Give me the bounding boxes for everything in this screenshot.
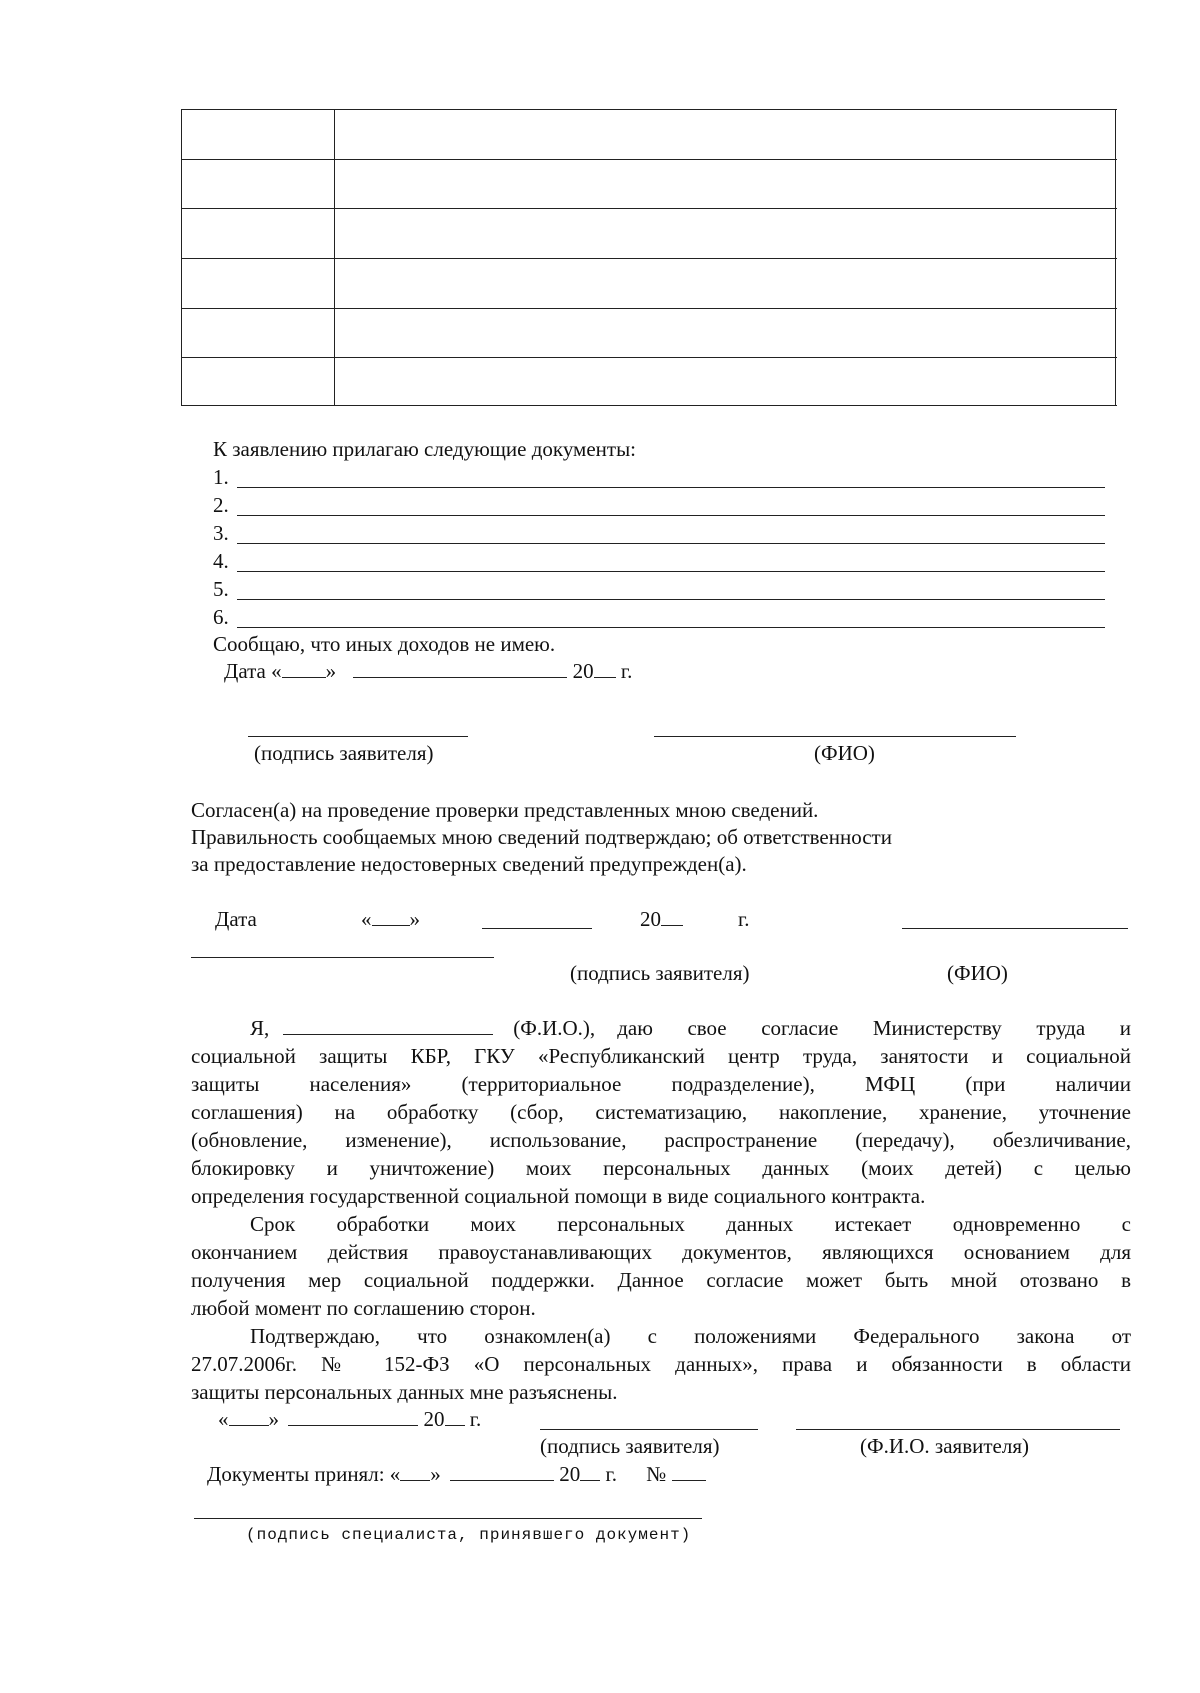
year-blank[interactable] (594, 659, 616, 678)
table-border-line (181, 109, 182, 405)
year-prefix: 20 (572, 659, 594, 683)
attachment-number: 6. (213, 605, 229, 629)
consent-check-line: Правильность сообщаемых мною сведений подтверждаю; об ответственности (191, 825, 892, 849)
specialist-signature-line[interactable] (194, 1518, 702, 1519)
date-open-quote: « (389, 1462, 401, 1486)
consent-line: соглашения) на обработку (сбор, систематизацию, накопление, хранение, уточнение (191, 1100, 1131, 1124)
table-border-line (181, 405, 1117, 406)
attachment-line-5[interactable] (237, 599, 1105, 600)
table-border-line (1115, 109, 1116, 405)
signature-caption: (подпись заявителя) (570, 961, 750, 985)
acceptance-line (207, 1462, 706, 1486)
term-line: любой момент по соглашению сторон. (191, 1296, 536, 1320)
month-blank[interactable] (288, 1407, 418, 1426)
income-statement: Сообщаю, что иных доходов не имею. (213, 632, 556, 656)
day-blank[interactable] (229, 1407, 269, 1426)
fio-line[interactable] (796, 1429, 1120, 1430)
year-suffix: г. (620, 659, 633, 683)
term-line: Срок обработки моих персональных данных истекает одновременно с (250, 1212, 1131, 1236)
attachments-heading: К заявлению прилагаю следующие документы: (213, 437, 637, 461)
date-close-quote: » (325, 659, 337, 683)
date-field-3 (218, 1407, 481, 1431)
confirm-line: Подтверждаю, что ознакомлен(а) с положениями Федерального закона от (250, 1324, 1131, 1348)
table-row-line (181, 308, 1117, 309)
consent-line: определения государственной социальной помощи в виде социального контракта. (191, 1184, 926, 1208)
consent-check-line: за предоставление недостоверных сведений предупрежден(а). (191, 852, 747, 876)
specialist-caption: (подпись специалиста, принявшего документ) (246, 1526, 692, 1544)
day-blank[interactable] (400, 1462, 430, 1481)
year-suffix: г. (469, 1407, 482, 1431)
acceptance-label: Документы принял: (207, 1462, 385, 1486)
date-close-quote: » (268, 1407, 279, 1431)
number-label: № (646, 1462, 667, 1486)
personal-data-first-line (250, 1016, 1131, 1040)
year-suffix: г. (738, 907, 750, 931)
year-prefix: 20 (640, 907, 661, 931)
fio-line[interactable] (654, 736, 1016, 737)
date-open-quote: « (218, 1407, 229, 1431)
date-label: Дата (215, 907, 257, 931)
number-blank[interactable] (672, 1462, 706, 1481)
date-close-quote: » (409, 907, 420, 931)
table-row-line (181, 357, 1117, 358)
fio-line[interactable] (191, 957, 494, 958)
fio-caption: (ФИО) (814, 741, 875, 765)
year-blank[interactable] (580, 1462, 600, 1481)
month-blank[interactable] (450, 1462, 554, 1481)
consent-line: блокировку и уничтожение) моих персональных данных (моих детей) с целью (191, 1156, 1131, 1180)
month-blank[interactable] (482, 928, 592, 929)
table-column-line (334, 109, 335, 405)
year-prefix: 20 (423, 1407, 445, 1431)
attachment-line-6[interactable] (237, 627, 1105, 628)
term-line: получения мер социальной поддержки. Данное согласие может быть мной отозвано в (191, 1268, 1131, 1292)
year-suffix: г. (605, 1462, 618, 1486)
fio-label: (Ф.И.О.), (513, 1016, 596, 1040)
consent-line: защиты населения» (территориальное подразделение), МФЦ (при наличии (191, 1072, 1131, 1096)
date-field-1 (224, 659, 632, 683)
day-blank[interactable] (372, 907, 410, 926)
table-row-line (181, 258, 1117, 259)
signature-line[interactable] (540, 1429, 758, 1430)
attachment-number: 5. (213, 577, 229, 601)
fio-caption: (ФИО) (947, 961, 1008, 985)
date-label: Дата « (224, 659, 282, 683)
term-line: окончанием действия правоустанавливающих документов, являющихся основанием для (191, 1240, 1131, 1264)
date-open-quote: « (361, 907, 372, 931)
date-close-quote: » (430, 1462, 441, 1486)
attachment-line-2[interactable] (237, 515, 1105, 516)
month-blank[interactable] (353, 659, 567, 678)
attachment-line-1[interactable] (237, 487, 1105, 488)
i-word: Я, (250, 1016, 270, 1040)
attachment-number: 1. (213, 465, 229, 489)
year-prefix: 20 (559, 1462, 581, 1486)
signature-caption: (подпись заявителя) (254, 741, 434, 765)
day-field (361, 907, 420, 931)
fio-blank[interactable] (283, 1016, 493, 1035)
attachment-line-3[interactable] (237, 543, 1105, 544)
signature-line[interactable] (902, 928, 1128, 929)
confirm-line: 27.07.2006г. № 152-ФЗ «О персональных данных», права и обязанности в области (191, 1352, 1131, 1376)
attachment-number: 3. (213, 521, 229, 545)
attachment-number: 4. (213, 549, 229, 573)
year-field (640, 907, 683, 931)
attachment-number: 2. (213, 493, 229, 517)
table-row-line (181, 208, 1117, 209)
day-blank[interactable] (282, 659, 326, 678)
signature-caption: (подпись заявителя) (540, 1434, 720, 1458)
consent-check-line: Согласен(а) на проведение проверки представленных мною сведений. (191, 798, 819, 822)
signature-line[interactable] (248, 736, 468, 737)
confirm-line: защиты персональных данных мне разъяснены. (191, 1380, 618, 1404)
consent-line: социальной защиты КБР, ГКУ «Республиканский центр труда, занятости и социальной (191, 1044, 1131, 1068)
consent-text: даю свое согласие Министерству труда и (617, 1016, 1131, 1040)
attachment-line-4[interactable] (237, 571, 1105, 572)
table-row-line (181, 159, 1117, 160)
table-border-line (181, 109, 1117, 110)
fio-caption: (Ф.И.О. заявителя) (860, 1434, 1029, 1458)
year-blank[interactable] (661, 907, 683, 926)
year-blank[interactable] (445, 1407, 465, 1426)
consent-line: (обновление, изменение), использование, распространение (передачу), обезличивание, (191, 1128, 1131, 1152)
